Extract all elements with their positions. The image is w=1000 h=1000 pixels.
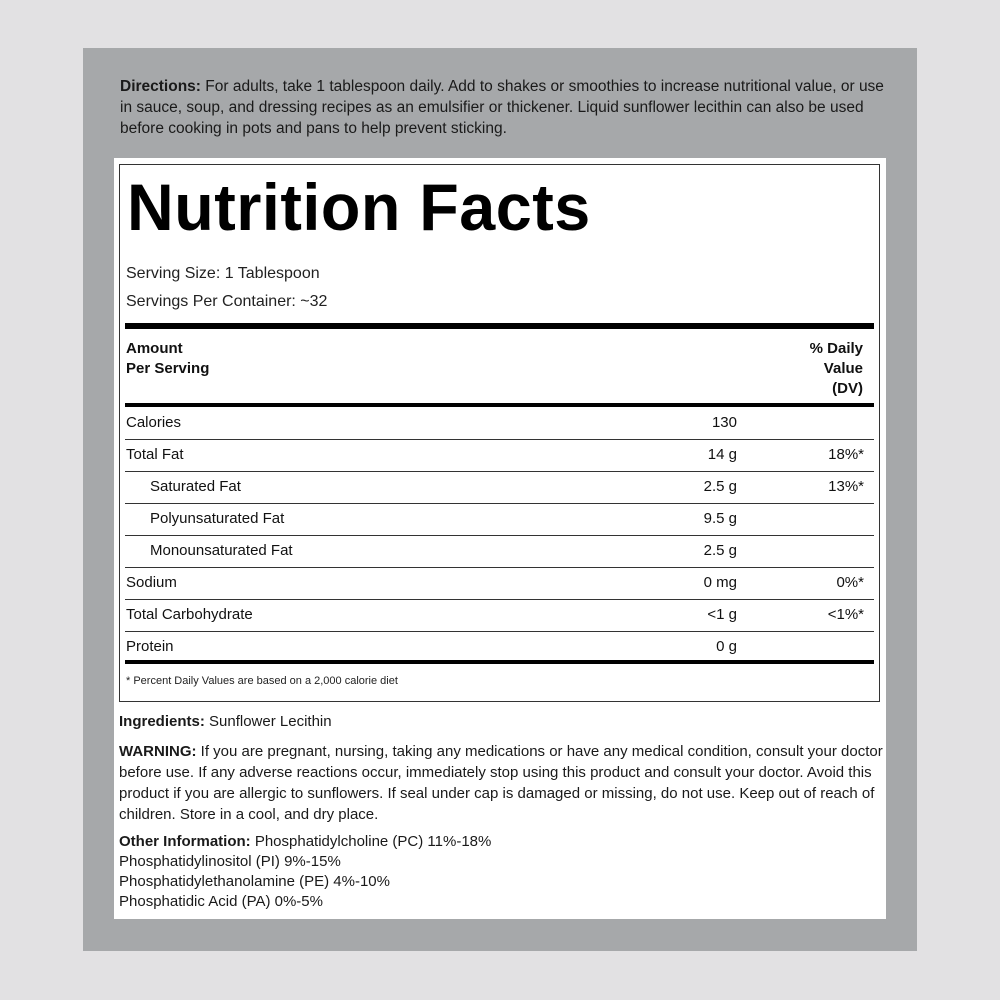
daily-value-header-line1: % Daily: [809, 340, 863, 357]
nutrient-name: Total Fat: [126, 446, 184, 463]
warning-text: [119, 741, 885, 825]
ingredients-label: Ingredients:: [119, 713, 205, 730]
other-information: [119, 832, 885, 912]
amount-header-line1: Amount: [126, 340, 183, 357]
nutrient-amount: <1 g: [707, 606, 737, 623]
daily-value-footnote: * Percent Daily Values are based on a 2,000 calorie diet: [126, 675, 398, 687]
nutrient-row-sodium: [125, 568, 874, 600]
nutrient-dv: <1%*: [827, 606, 864, 623]
nutrient-amount: 9.5 g: [703, 510, 737, 527]
thick-divider: [125, 323, 874, 329]
footer-divider: [125, 660, 874, 664]
nutrient-name: Polyunsaturated Fat: [150, 510, 285, 527]
nutrient-name: Protein: [126, 638, 174, 655]
nutrient-row-monounsaturated-fat: [125, 536, 874, 568]
other-info-pc: Phosphatidylcholine (PC) 11%-18%: [250, 833, 492, 850]
nutrition-facts-panel: [119, 164, 880, 702]
nutrient-row-total-carbohydrate: [125, 600, 874, 632]
amount-header-line2: Per Serving: [126, 360, 210, 377]
directions-body: For adults, take 1 tablespoon daily. Add to shakes or smoothies to increase nutritional value, or use in sauce, soup, and dressing recipes as an emulsifier or thickener. Liquid sunflower lecithin can also be used before cooking in pots and pans to help prevent sticking.: [120, 78, 884, 137]
nutrient-dv: 0%*: [836, 574, 864, 591]
ingredients-text: [119, 711, 885, 732]
nutrient-amount: 0 mg: [703, 574, 737, 591]
other-info-line3: Phosphatidylethanolamine (PE) 4%-10%: [119, 873, 390, 890]
nutrient-amount: 14 g: [707, 446, 737, 463]
nutrient-name: Sodium: [126, 574, 177, 591]
other-info-line2: Phosphatidylinositol (PI) 9%-15%: [119, 853, 341, 870]
other-info-line4: Phosphatidic Acid (PA) 0%-5%: [119, 893, 323, 910]
nutrient-row-saturated-fat: [125, 472, 874, 504]
nutrition-facts-title: Nutrition Facts: [127, 170, 591, 244]
warning-body: If you are pregnant, nursing, taking any medications or have any medical condition, consult your doctor before use. If any adverse reactions occur, immediately stop using this product and consult your doctor. Avoid this product if you are allergic to sunflowers. If seal under cap is damaged or missing, do not use. Keep out of reach of children. Store in a cool, and dry place.: [119, 743, 883, 823]
nutrient-amount: 0 g: [716, 638, 737, 655]
nutrient-amount: 130: [711, 414, 737, 431]
other-info-line1: [119, 832, 885, 852]
nutrient-row-total-fat: [125, 440, 874, 472]
directions-text: [120, 76, 885, 139]
nutrient-name: Total Carbohydrate: [126, 606, 253, 623]
header-divider: [125, 403, 874, 407]
nutrient-name: Monounsaturated Fat: [150, 542, 293, 559]
nutrient-amount: 2.5 g: [703, 478, 737, 495]
nutrient-dv: 13%*: [828, 478, 864, 495]
other-info-label: Other Information:: [119, 833, 251, 850]
nutrient-amount: 2.5 g: [703, 542, 737, 559]
amount-header: [126, 339, 209, 379]
nutrient-dv: 18%*: [828, 446, 864, 463]
nutrient-row-polyunsaturated-fat: [125, 504, 874, 536]
daily-value-header-line3: (DV): [832, 380, 863, 397]
ingredients-body: Sunflower Lecithin: [204, 713, 332, 730]
daily-value-header: [810, 339, 863, 399]
serving-size: Serving Size: 1 Tablespoon: [126, 265, 320, 282]
nutrient-name: Saturated Fat: [150, 478, 241, 495]
warning-label: WARNING:: [119, 743, 197, 760]
daily-value-header-line2: Value: [823, 360, 863, 377]
nutrient-row-calories: [125, 408, 874, 440]
servings-per-container: Servings Per Container: ~32: [126, 293, 328, 310]
nutrient-name: Calories: [126, 414, 182, 431]
directions-label: Directions:: [120, 78, 201, 95]
